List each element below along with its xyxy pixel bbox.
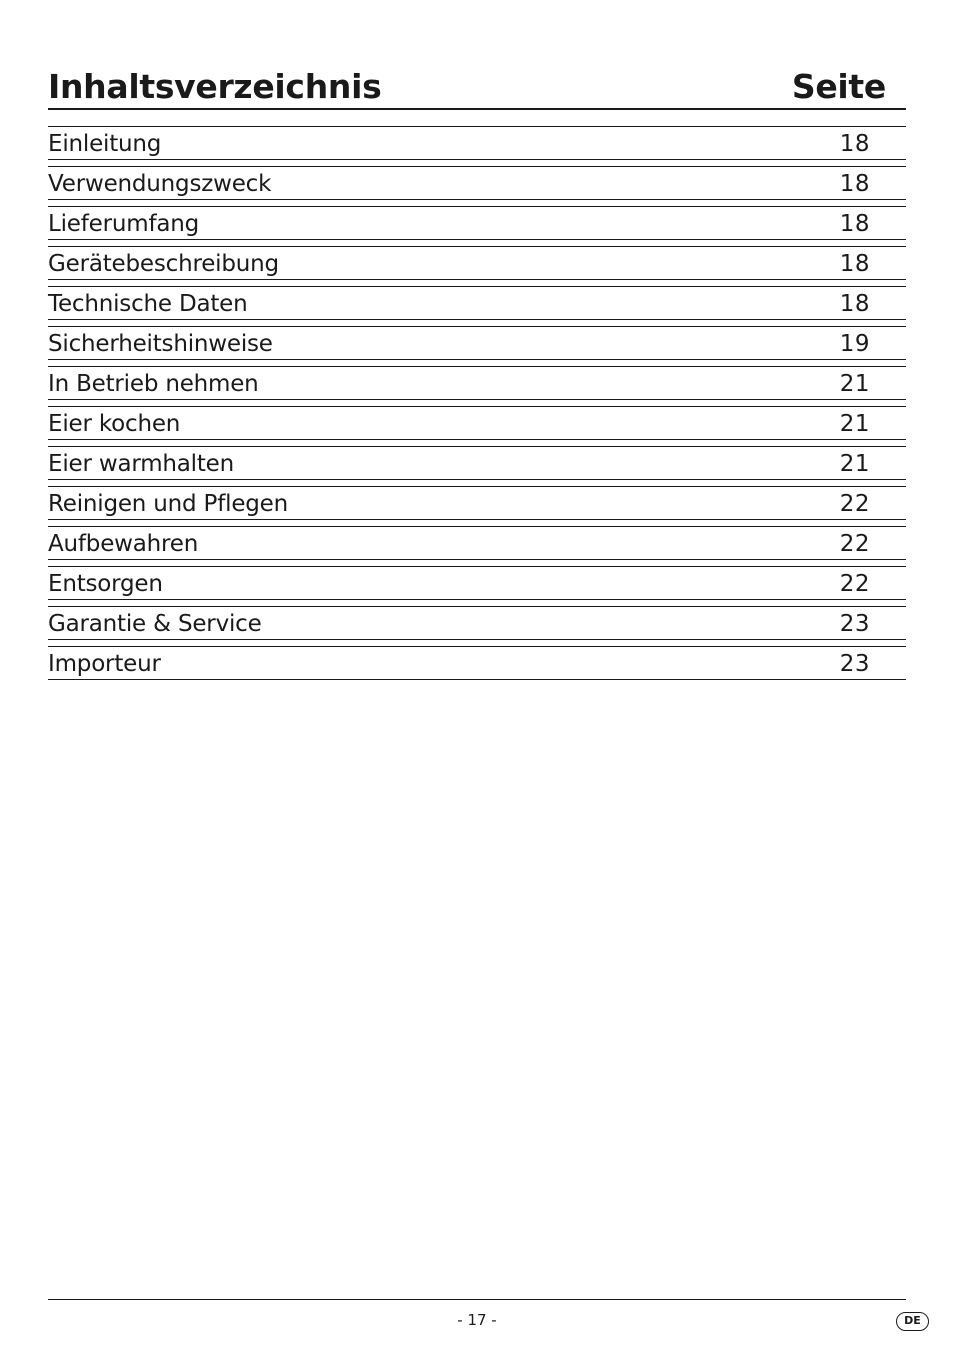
toc-entry-label: Verwendungszweck	[48, 171, 272, 197]
toc-entry-importeur[interactable]	[48, 646, 906, 680]
toc-entry-page: 22	[839, 491, 870, 517]
toc-entry-garantie-service[interactable]	[48, 606, 906, 640]
toc-entry-page: 22	[839, 531, 870, 557]
toc-entry-label: Aufbewahren	[48, 531, 199, 557]
toc-entry-page: 21	[839, 371, 870, 397]
page-number: - 17 -	[457, 1311, 497, 1329]
toc-entry-page: 19	[839, 331, 870, 357]
toc-entry-label: Garantie & Service	[48, 611, 262, 637]
toc-entry-aufbewahren[interactable]	[48, 526, 906, 560]
footer-divider	[48, 1299, 906, 1300]
toc-entry-eier-kochen[interactable]	[48, 406, 906, 440]
toc-entry-page: 18	[839, 291, 870, 317]
toc-entry-page: 22	[839, 571, 870, 597]
toc-entry-verwendungszweck[interactable]	[48, 166, 906, 200]
toc-entry-page: 18	[839, 211, 870, 237]
toc-entry-label: Gerätebeschreibung	[48, 251, 279, 277]
toc-entry-lieferumfang[interactable]	[48, 206, 906, 240]
toc-entry-label: Lieferumfang	[48, 211, 200, 237]
toc-entry-label: Entsorgen	[48, 571, 163, 597]
toc-entry-geraetebeschreibung[interactable]	[48, 246, 906, 280]
toc-entry-page: 18	[839, 131, 870, 157]
toc-entry-entsorgen[interactable]	[48, 566, 906, 600]
toc-entry-in-betrieb-nehmen[interactable]	[48, 366, 906, 400]
toc-entry-label: Importeur	[48, 651, 161, 677]
toc-entry-page: 21	[839, 451, 870, 477]
toc-entry-einleitung[interactable]	[48, 126, 906, 160]
toc-entry-label: Sicherheitshinweise	[48, 331, 273, 357]
toc-entry-label: Einleitung	[48, 131, 162, 157]
language-badge: DE	[896, 1312, 929, 1331]
toc-entry-page: 23	[839, 651, 870, 677]
toc-entry-reinigen-und-pflegen[interactable]	[48, 486, 906, 520]
toc-entry-label: Eier kochen	[48, 411, 181, 437]
toc-entry-technische-daten[interactable]	[48, 286, 906, 320]
toc-entry-label: Eier warmhalten	[48, 451, 235, 477]
page-title: Inhaltsverzeichnis	[48, 67, 382, 106]
page-column-heading: Seite	[791, 67, 886, 106]
toc-entry-label: Reinigen und Pflegen	[48, 491, 288, 517]
toc-entry-page: 18	[839, 251, 870, 277]
toc-entry-label: Technische Daten	[48, 291, 248, 317]
toc-entry-sicherheitshinweise[interactable]	[48, 326, 906, 360]
table-of-contents	[48, 126, 906, 686]
toc-entry-page: 18	[839, 171, 870, 197]
toc-entry-page: 21	[839, 411, 870, 437]
toc-entry-label: In Betrieb nehmen	[48, 371, 259, 397]
toc-header	[48, 66, 906, 110]
toc-entry-eier-warmhalten[interactable]	[48, 446, 906, 480]
toc-entry-page: 23	[839, 611, 870, 637]
